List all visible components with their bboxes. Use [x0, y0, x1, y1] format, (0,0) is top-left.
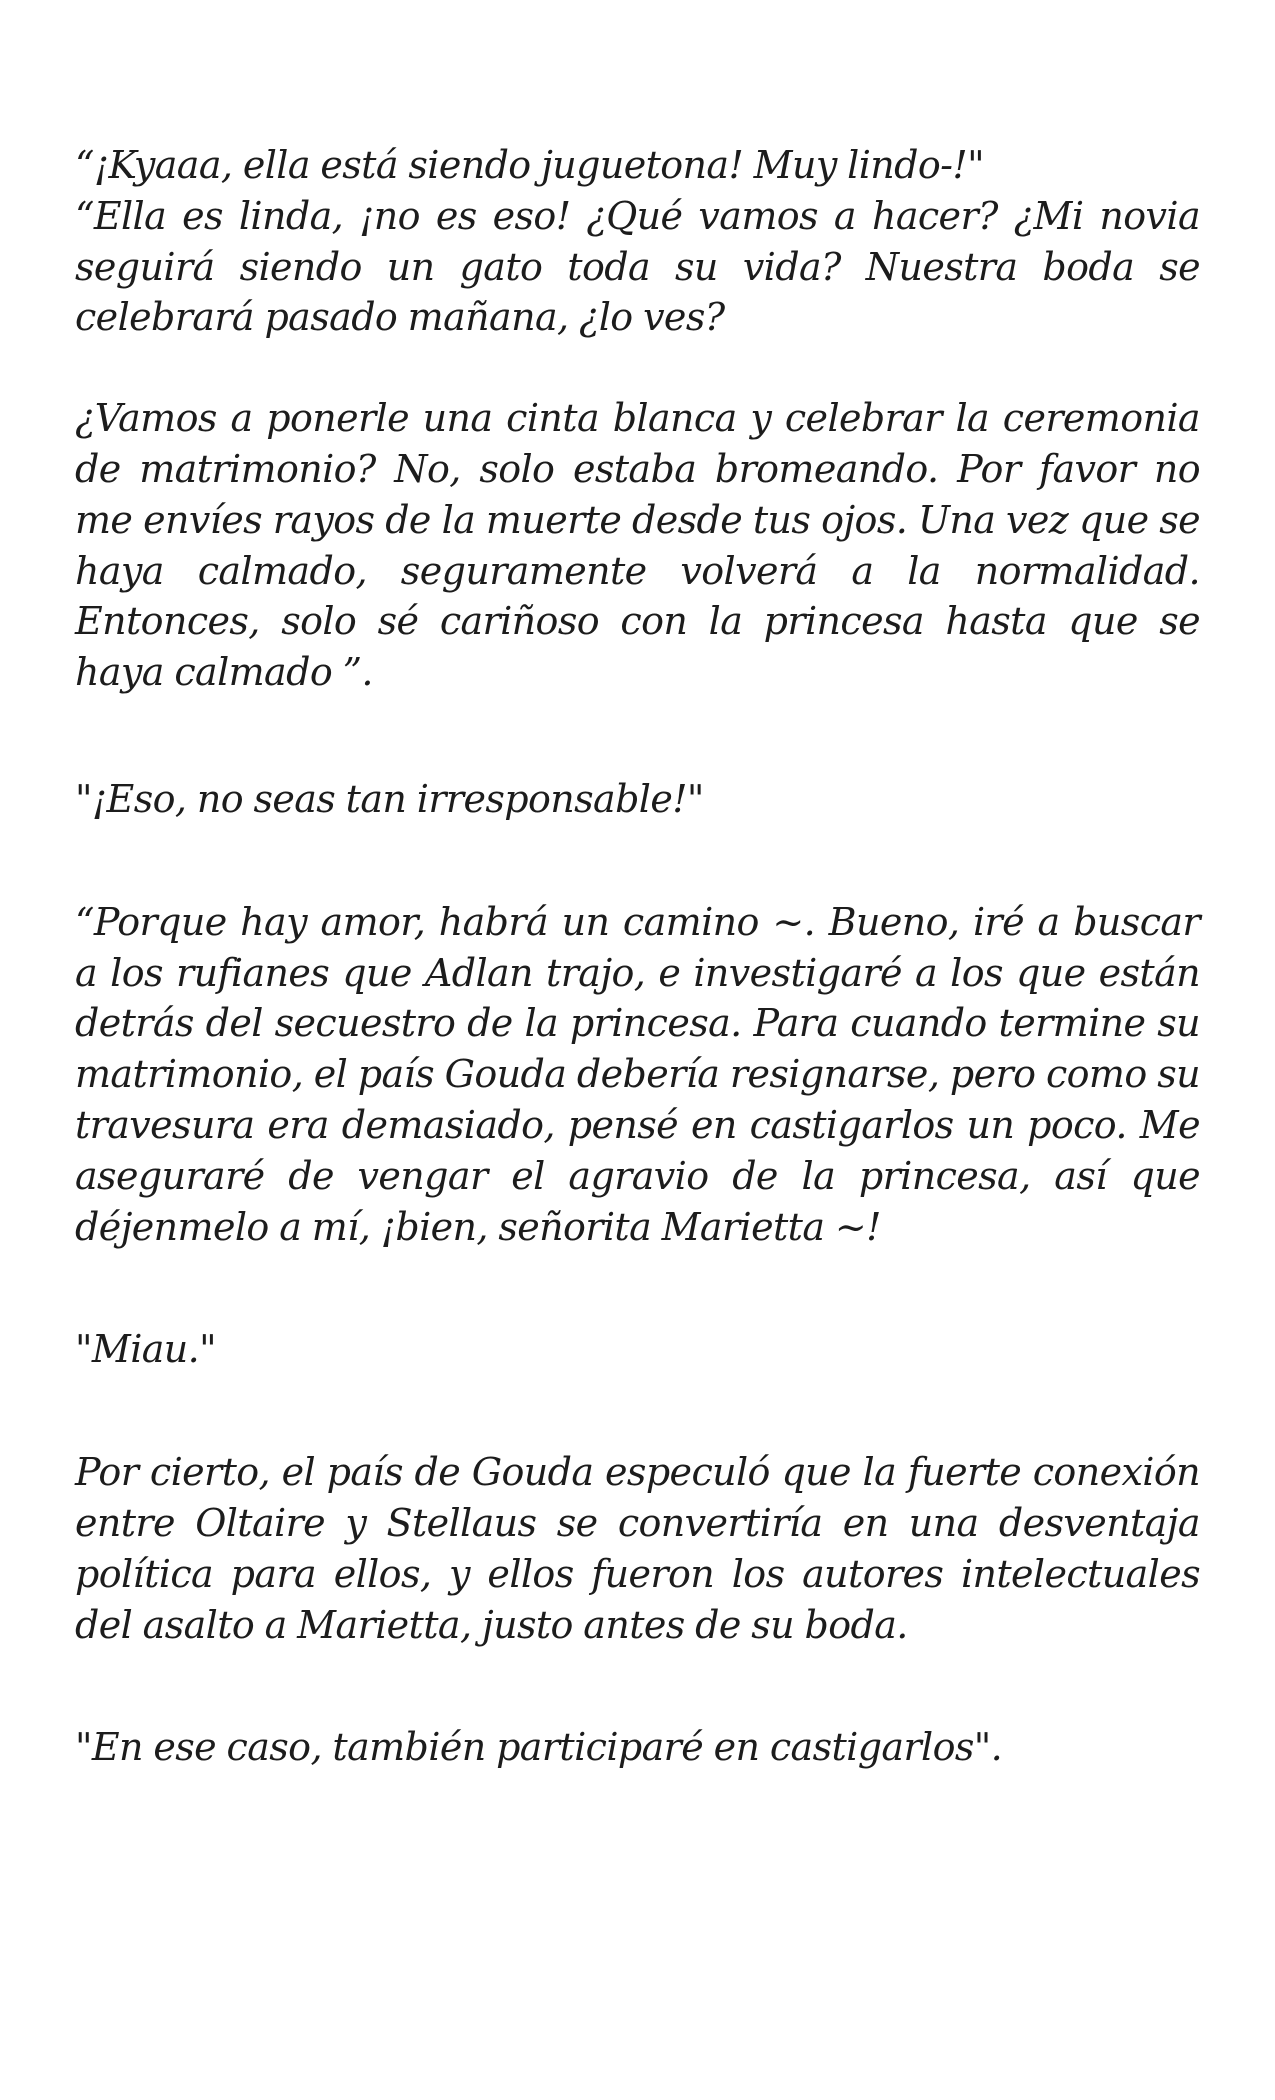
- paragraph-gap: [75, 698, 1200, 774]
- paragraph-gap: [75, 1650, 1200, 1722]
- paragraph-cinta-blanca: ¿Vamos a ponerle una cinta blanca y celebrar la ceremonia de matrimonio? No, solo estaba bromeando. Por favor no me envíes rayos de la muerte desde tus ojos. Una vez que se haya calmado, seguramente volverá a la normalidad. Entonces, solo sé cariñoso con la princesa hasta que se haya calmado ”.: [75, 396, 1200, 695]
- paragraph-gap: [75, 343, 1200, 393]
- paragraph-kyaaa: “¡Kyaaa, ella está siendo juguetona! Muy lindo-!": [75, 143, 984, 187]
- document-page: [75, 140, 1200, 1773]
- paragraph-gap: [75, 1252, 1200, 1324]
- paragraph-gap: [75, 1375, 1200, 1447]
- paragraph-miau: "Miau.": [75, 1327, 217, 1372]
- paragraph-gap: [75, 825, 1200, 897]
- paragraph-ella-es-linda: “Ella es linda, ¡no es eso! ¿Qué vamos a hacer? ¿Mi novia seguirá siendo un gato toda su vida? Nuestra boda se celebrará pasado mañana, ¿lo ves?: [75, 193, 1200, 340]
- paragraph-por-cierto: Por cierto, el país de Gouda especuló que la fuerte conexión entre Oltaire y Stellaus se convertiría en una desventaja política para ellos, y ellos fueron los autores intelectuales del asalto a Marietta, justo antes de su boda.: [75, 1450, 1200, 1647]
- paragraph-en-ese-caso: "En ese caso, también participaré en castigarlos".: [75, 1725, 1003, 1770]
- paragraph-irresponsable: "¡Eso, no seas tan irresponsable!": [75, 776, 704, 821]
- paragraph-porque-hay-amor: “Porque hay amor, habrá un camino ~. Bueno, iré a buscar a los rufianes que Adlan trajo, e investigaré a los que están detrás del secuestro de la princesa. Para cuando termine su matrimonio, el país Gouda debería resignarse, pero como su travesura era demasiado, pensé en castigarlos un poco. Me aseguraré de vengar el agravio de la princesa, así que déjenmelo a mí, ¡bien, señorita Marietta ~!: [75, 899, 1200, 1249]
